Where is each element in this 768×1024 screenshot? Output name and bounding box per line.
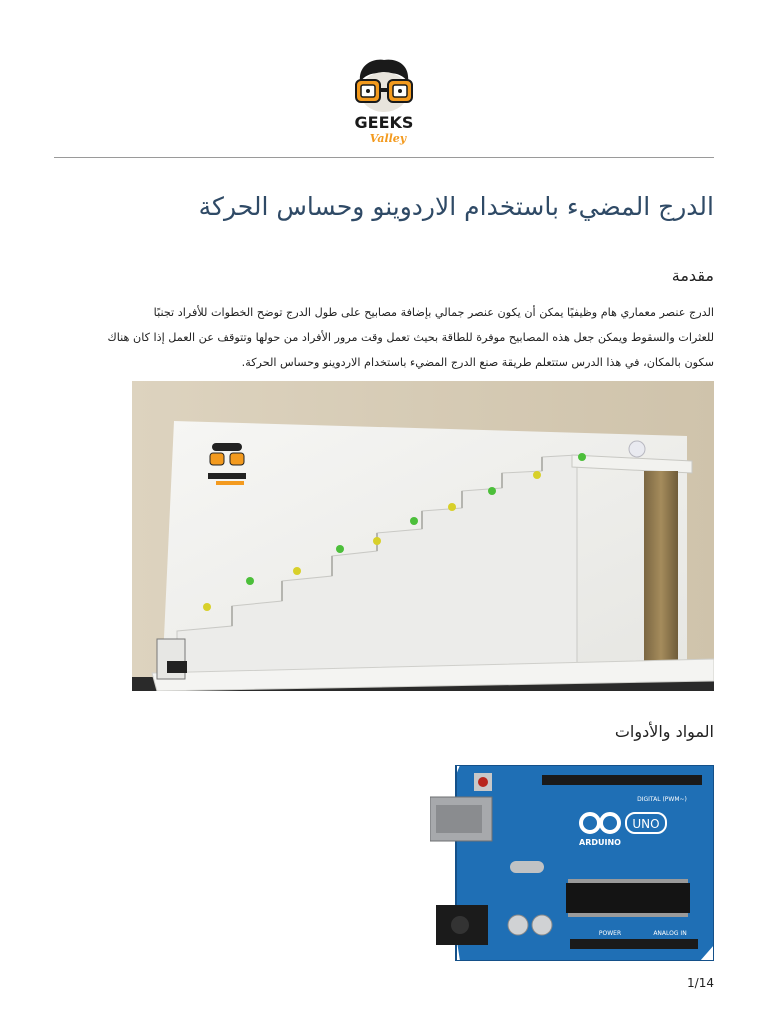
page-title: الدرج المضيء باستخدام الاردوينو وحساس الحركة (198, 192, 714, 221)
logo-text-geeks: GEEKS (354, 113, 414, 132)
intro-heading: مقدمة (671, 266, 714, 285)
intro-paragraph (54, 300, 714, 375)
board-digital-label: DIGITAL (PWM~) (637, 796, 687, 803)
intro-line: سكون بالمكان، في هذا الدرس ستتعلم طريقة صنع الدرج المضيء باستخدام الاردوينو وحساس الحركة. (241, 356, 714, 369)
board-brand-label: ARDUINO (579, 838, 621, 847)
board-analog-label: ANALOG IN (653, 930, 687, 937)
header-divider (54, 157, 714, 158)
page-number: 1/14 (687, 976, 714, 990)
materials-heading: المواد والأدوات (614, 722, 714, 741)
board-model-label: UNO (632, 817, 660, 831)
intro-line: للعثرات والسقوط ويمكن جعل هذه المصابيح موفرة للطاقة بحيث تعمل وقت مرور الأفراد من حولها وتتوقف عن العمل إذا كان هناك (107, 331, 714, 344)
board-power-label: POWER (598, 930, 622, 937)
arduino-uno-board (430, 765, 714, 961)
intro-line: الدرج عنصر معماري هام وظيفيًا يمكن أن يكون عنصر جمالي بإضافة مصابيح على طول الدرج توضح الخطوات للأفراد تجنبًا (153, 306, 714, 319)
illuminated-staircase-photo (132, 381, 714, 691)
geeks-valley-logo (344, 56, 424, 150)
logo-text-valley: Valley (369, 132, 407, 145)
